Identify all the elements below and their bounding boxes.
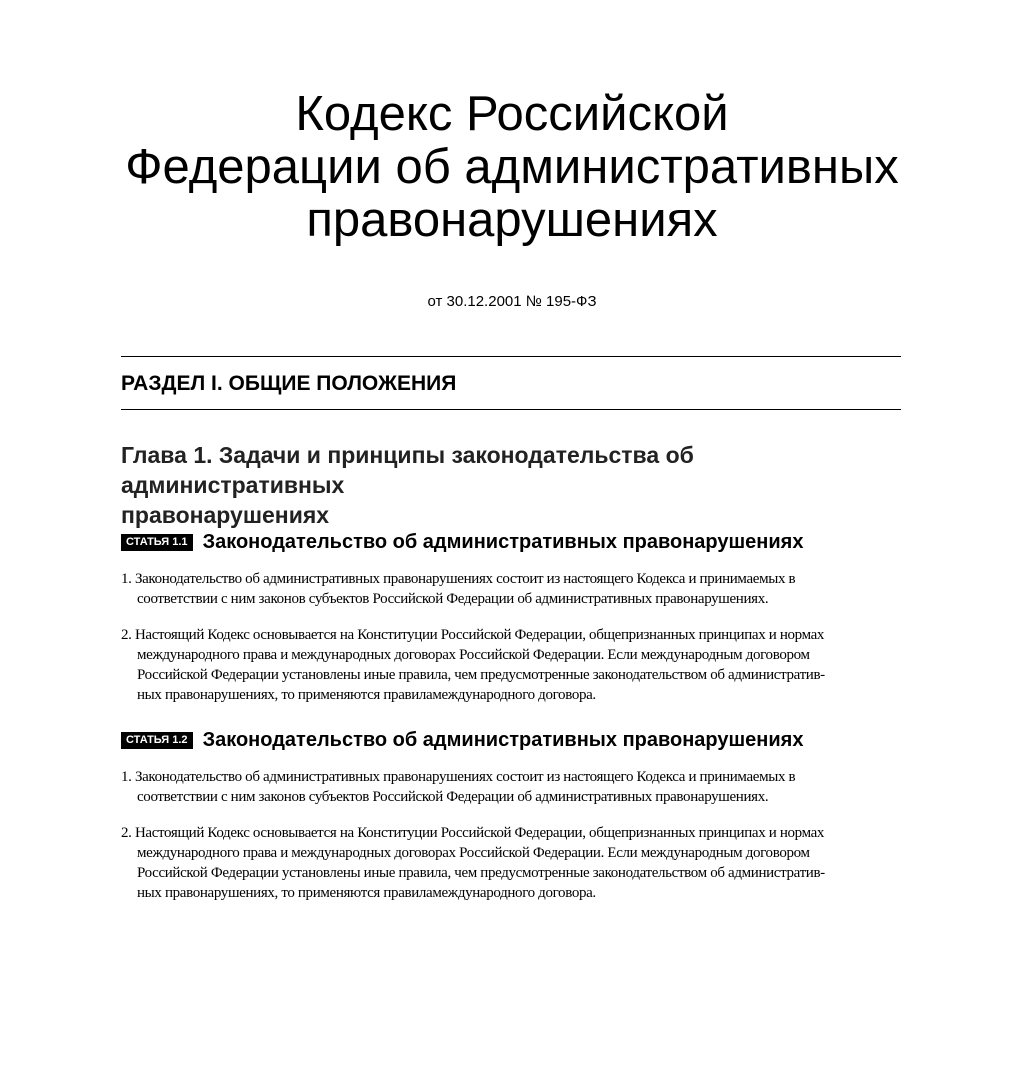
paragraph-line: 2. Настоящий Кодекс основывается на Конституции Российской Федерации, общепризнанных принципах и нормах <box>121 825 825 841</box>
article-badge: СТАТЬЯ 1.1 <box>121 534 193 551</box>
paragraph-line: Российской Федерации установлены иные правила, чем предусмотренные законодательством об административ- <box>137 667 825 683</box>
paragraph-line: Российской Федерации установлены иные правила, чем предусмотренные законодательством об административ- <box>137 865 825 881</box>
paragraph-line: международного права и международных договорах Российской Федерации. Если международным договором <box>137 647 810 663</box>
paragraph-line: международного права и международных договорах Российской Федерации. Если международным договором <box>137 845 810 861</box>
article-paragraph <box>121 569 921 609</box>
article-paragraph <box>121 823 921 903</box>
article-paragraph <box>121 625 921 705</box>
article-paragraph <box>121 767 921 807</box>
divider <box>121 356 901 357</box>
paragraph-line: ных правонарушениях, то применяются правиламеждународного договора. <box>137 885 596 901</box>
chapter-line: Глава 1. Задачи и принципы законодательства об административных <box>121 442 694 498</box>
divider <box>121 409 901 410</box>
article-heading <box>121 531 803 554</box>
title-line: правонарушениях <box>306 193 718 247</box>
document-title <box>0 88 1024 247</box>
paragraph-line: 1. Законодательство об административных правонарушениях состоит из настоящего Кодекса и принимаемых в <box>121 571 796 587</box>
document-date: от 30.12.2001 № 195-ФЗ <box>427 293 597 310</box>
paragraph-line: ных правонарушениях, то применяются правиламеждународного договора. <box>137 687 596 703</box>
paragraph-line: соответствии с ним законов субъектов Российской Федерации об административных правонарушениях. <box>137 789 769 805</box>
paragraph-line: 2. Настоящий Кодекс основывается на Конституции Российской Федерации, общепризнанных принципах и нормах <box>121 627 825 643</box>
title-line: Кодекс Российской <box>295 87 729 141</box>
section-heading: РАЗДЕЛ I. ОБЩИЕ ПОЛОЖЕНИЯ <box>121 372 457 395</box>
article-badge: СТАТЬЯ 1.2 <box>121 732 193 749</box>
chapter-line: правонарушениях <box>121 502 330 528</box>
paragraph-line: 1. Законодательство об административных правонарушениях состоит из настоящего Кодекса и принимаемых в <box>121 769 796 785</box>
article-heading <box>121 729 803 752</box>
paragraph-line: соответствии с ним законов субъектов Российской Федерации об административных правонарушениях. <box>137 591 769 607</box>
article-title: Законодательство об административных правонарушениях <box>202 729 804 751</box>
chapter-heading <box>121 440 901 530</box>
article-title: Законодательство об административных правонарушениях <box>202 531 804 553</box>
title-line: Федерации об административных <box>125 140 899 194</box>
